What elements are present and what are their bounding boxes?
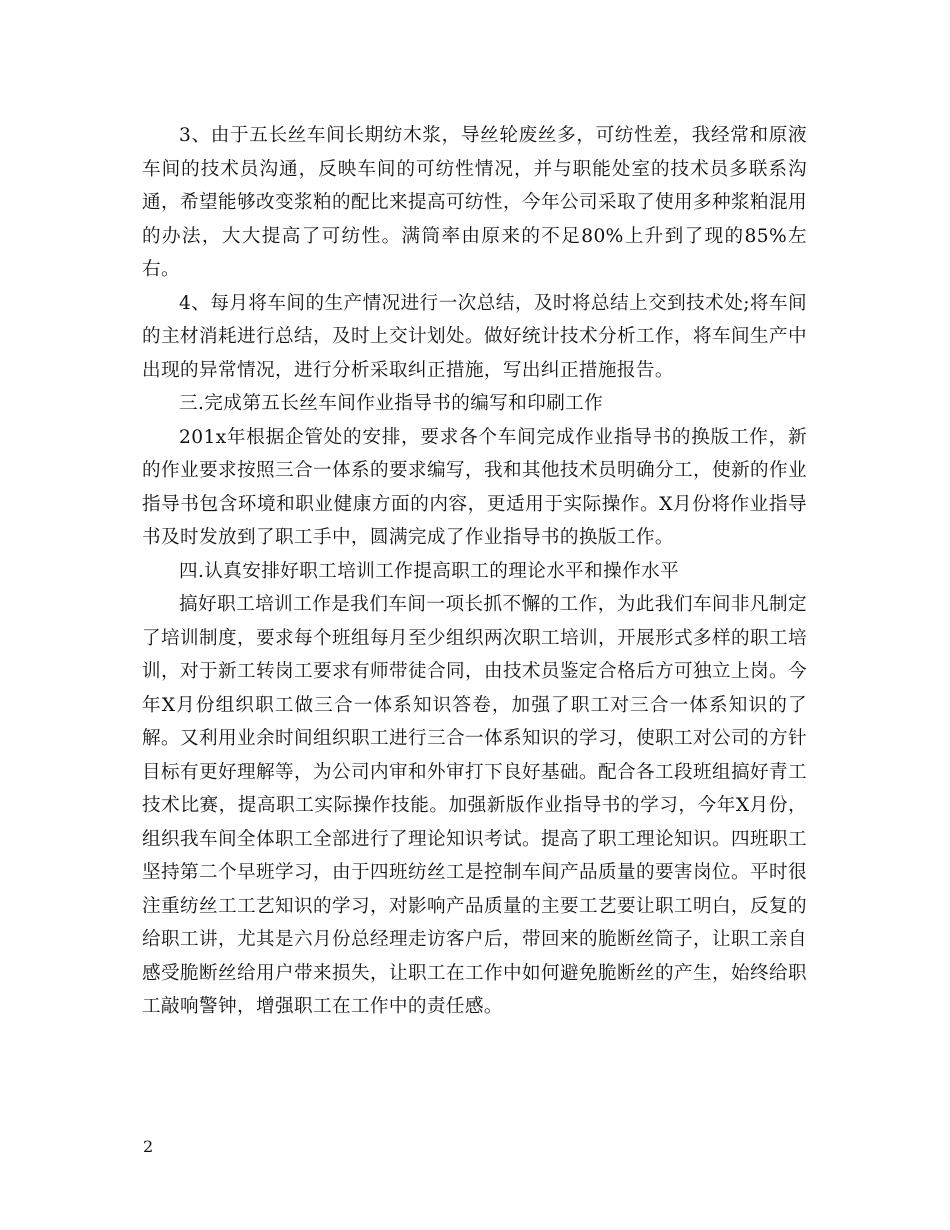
document-body (142, 119, 807, 1024)
section-heading-4: 四.认真安排好职工培训工作提高职工的理论水平和操作水平 (179, 560, 680, 582)
paragraph-staff-training: 搞好职工培训工作是我们车间一项长抓不懈的工作，为此我们车间非凡制定了培训制度，要求每个班组每月至少组织两次职工培训，开展形式多样的职工培训，对于新工转岗工要求有师带徒合同，由技术员鉴定合格后方可独立上岗。今年X月份组织职工做三合一体系知识答卷，加强了职工对三合一体系知识的了解。又利用业余时间组织职工进行三合一体系知识的学习，使职工对公司的方针目标有更好理解等，为公司内审和外审打下良好基础。配合各工段班组搞好青工技术比赛，提高职工实际操作技能。加强新版作业指导书的学习，今年X月份，组织我车间全体职工全部进行了理论知识考试。提高了职工理论知识。四班职工坚持第二个早班学习，由于四班纺丝工是控制车间产品质量的要害岗位。平时很注重纺丝工工艺知识的学习，对影响产品质量的主要工艺要让职工明白，反复的给职工讲，尤其是六月份总经理走访客户后，带回来的脆断丝筒子，让职工亲自感受脆断丝给用户带来损失，让职工在工作中如何避免脆断丝的产生，始终给职工敲响警钟，增强职工在工作中的责任感。 (142, 594, 807, 1017)
paragraph-item-4: 4、每月将车间的生产情况进行一次总结，及时将总结上交到技术处;将车间的主材消耗进行总结，及时上交计划处。做好统计技术分析工作，将车间生产中出现的异常情况，进行分析采取纠正措施，写出纠正措施报告。 (142, 292, 807, 381)
page-number: 2 (143, 1137, 154, 1156)
paragraph-item-3: 3、由于五长丝车间长期纺木浆，导丝轮废丝多，可纺性差，我经常和原液车间的技术员沟通，反映车间的可纺性情况，并与职能处室的技术员多联系沟通，希望能够改变浆粕的配比来提高可纺性，今年公司采取了使用多种浆粕混用的办法，大大提高了可纺性。满筒率由原来的不足80%上升到了现的85%左右。 (142, 125, 807, 280)
section-heading-3: 三.完成第五长丝车间作业指导书的编写和印刷工作 (179, 393, 604, 414)
paragraph-work-instructions: 201x年根据企管处的安排，要求各个车间完成作业指导书的换版工作，新的作业要求按照三合一体系的要求编写，我和其他技术员明确分工，使新的作业指导书包含环境和职业健康方面的内容，更适用于实际操作。X月份将作业指导书及时发放到了职工手中，圆满完成了作业指导书的换版工作。 (142, 426, 807, 548)
